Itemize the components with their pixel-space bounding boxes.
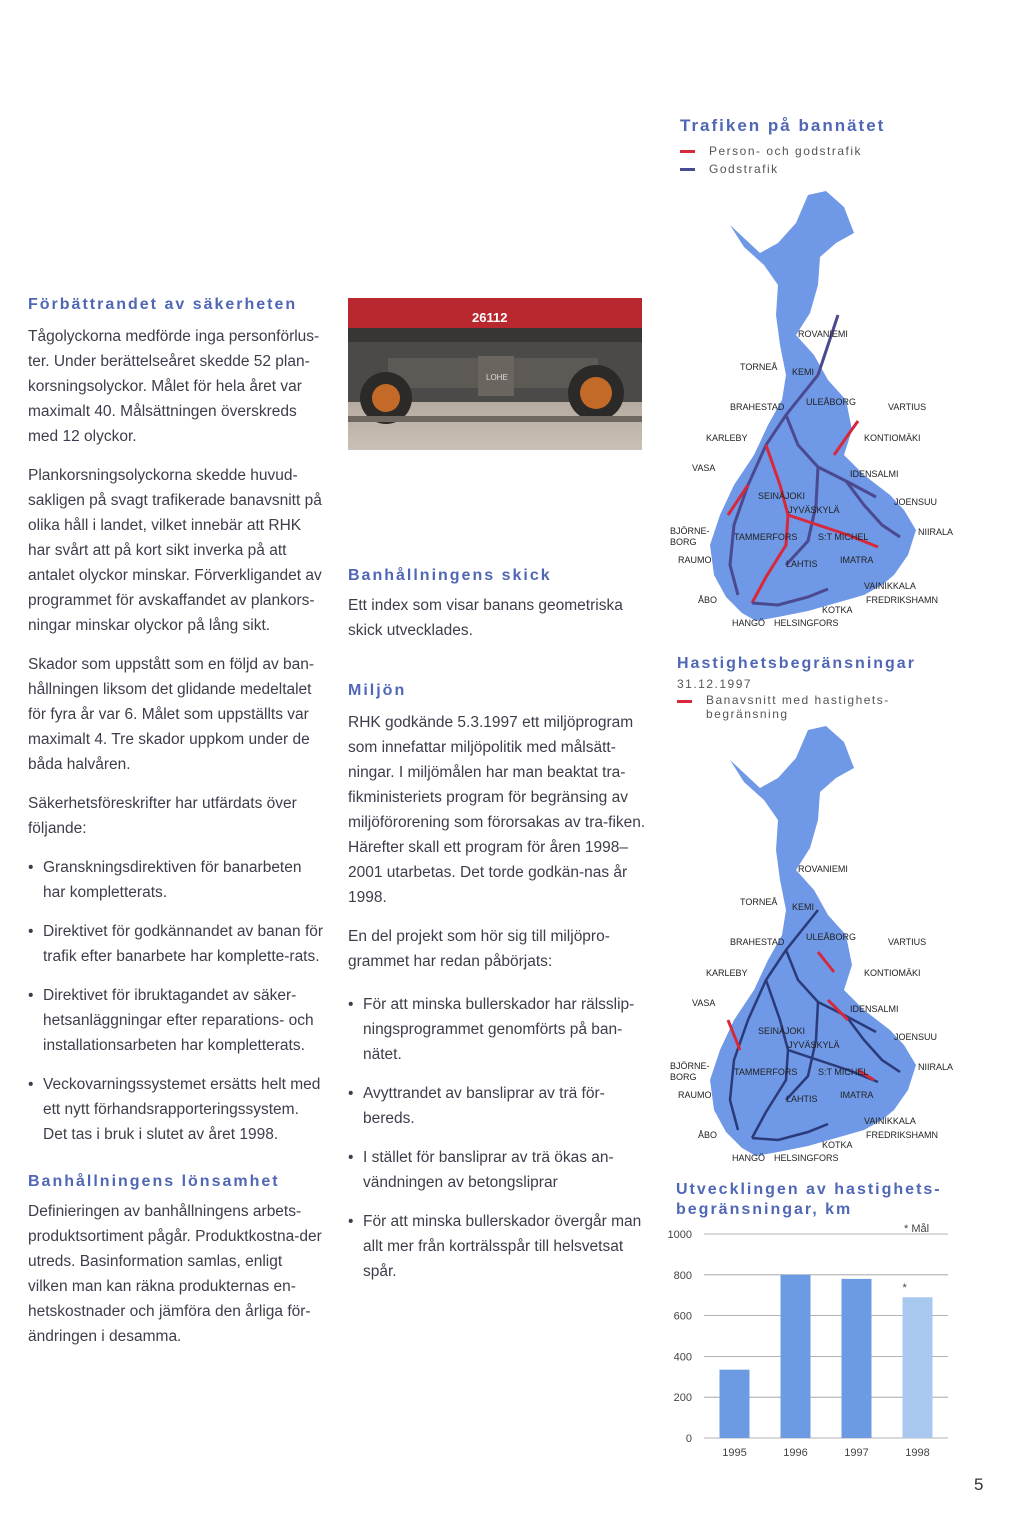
safety-paragraph-2: Plankorsningsolyckorna skedde huvud-sakligen på svagt trafikerade banavsnitt på olika håll i landet, vilket innebär att RHK har svårt att på kort sikt inverka på att antalet olyckor minskar. Förverkligandet av programmet för avskaffandet av plankors-ningar minskar olyckor på lång sikt. [28,467,322,634]
map-label: ULEÅBORG [806,932,857,942]
environment-paragraph-1: RHK godkände 5.3.1997 ett miljöprogram som innefattar miljöpolitik med målsätt-ningar. I miljömålen har man beaktat tra-fikministeriets program för begränsing av miljöförorening som förorsakas av tra-fiken. Härefter skall ett program för åren 1998–2001 utarbetas. Det torde godkän-nas år 1998. [348,714,646,906]
map-label: JOENSUU [894,497,938,507]
speed-title: Hastighetsbegränsningar [677,655,916,672]
profit-paragraph: Definieringen av banhållningens arbets-produktsortiment pågår. Produktkostna-der utreds. Basinformation samlas, enligt vilken man kan räkna produkternas en-hetskostnader och jämföra den årliga för-ändringen i desamma. [28,1203,322,1345]
safety-bullet-list [28,855,324,1147]
map-label: HELSINGFORS [774,618,839,628]
speed-heading [677,655,916,721]
safety-paragraph-1: Tågolyckorna medförde inga personförlus-ter. Under berättelseåret skedde 52 plan-korsningsolyckor. Målet för hela året var maximalt 40. Målsättningen överskreds med 12 olyckor. [28,328,320,445]
map-label: KONTIOMÄKI [864,968,921,978]
traffic-legend-2 [680,162,885,176]
map-label: ROVANIEMI [798,864,848,874]
chart-legend-note: * Mål [904,1223,930,1235]
map-label: HANGÖ [732,1153,766,1163]
map-label: S:T MICHEL [818,1067,869,1077]
y-tick-label: 1000 [668,1229,692,1241]
legend-swatch-purple [680,168,695,171]
x-tick-label: 1998 [905,1447,930,1459]
map-label: BJÖRNE- [670,1061,710,1071]
map-label: BJÖRNE- [670,526,710,536]
map-label: ULEÅBORG [806,397,857,407]
speed-date: 31.12.1997 [677,677,753,691]
list-item: • I stället för bansliprar av trä ökas an-vändningen av betongsliprar [348,1145,648,1195]
map-label: JYVÄSKYLÄ [788,1040,840,1050]
legend-label: Godstrafik [709,162,779,176]
map-label: JOENSUU [894,1032,938,1042]
speed-map [668,720,968,1175]
target-marker: * [902,1282,907,1295]
traffic-heading [680,116,885,176]
map-label: KEMI [792,367,815,377]
traffic-map [668,185,968,640]
environment-paragraph-2: En del projekt som hör sig till miljöpro-grammet har redan påbörjats: [348,928,610,970]
map-label: LAHTIS [786,559,818,569]
bar-1997 [842,1279,872,1438]
y-tick-label: 800 [673,1269,692,1282]
condition-paragraph: Ett index som visar banans geometriska skick utvecklades. [348,597,623,639]
map-label: NIIRALA [918,527,954,537]
map-label: SEINÄJOKI [758,1026,806,1036]
map-label: RAUMO [678,555,712,565]
map-label: BORG [670,1072,697,1082]
x-tick-label: 1997 [844,1447,869,1459]
environment-bullet-list [348,992,648,1284]
legend-label: Person- och godstrafik [709,144,863,158]
safety-paragraph-4: Säkerhetsföreskrifter har utfärdats över följande: [28,795,297,837]
map-label: LAHTIS [786,1094,818,1104]
map-label: RAUMO [678,1090,712,1100]
map-label: HELSINGFORS [774,1153,839,1163]
map-label: TORNEÅ [740,362,778,372]
train-photo [348,298,642,450]
y-tick-label: 0 [685,1433,692,1445]
map-label: KOTKA [822,605,853,615]
bar-1995 [720,1370,750,1438]
speed-legend [677,693,916,721]
map-label: ÅBO [698,595,718,605]
map-label: VASA [692,998,716,1008]
map-label: VASA [692,463,716,473]
map-label: VARTIUS [888,402,927,412]
map-label: BRAHESTAD [730,402,785,412]
environment-section [348,682,648,1298]
traffic-legend-1 [680,144,885,158]
map-label: TORNEÅ [740,897,778,907]
legend-swatch-red [680,150,695,153]
map-label: KEMI [792,902,815,912]
condition-section [348,567,648,657]
safety-heading: Förbättrandet av säkerheten [28,296,298,313]
map-label: ÅBO [698,1130,718,1140]
map-label: IDENSALMI [850,469,899,479]
x-tick-label: 1995 [722,1447,747,1459]
map-label: VARTIUS [888,937,927,947]
list-item: • För att minska bullerskador övergår man allt mer från korträlsspår till helsvetsat spår. [348,1209,648,1284]
page-number: 5 [974,1475,984,1494]
map-label: BORG [670,537,697,547]
map-label: KONTIOMÄKI [864,433,921,443]
map-label: JYVÄSKYLÄ [788,505,840,515]
map-label: VAINIKKALA [864,581,916,591]
map-label: TAMMERFORS [734,1067,798,1077]
map-label: IDENSALMI [850,1004,899,1014]
list-item: • Avyttrandet av bansliprar av trä för-bereds. [348,1081,648,1131]
list-item: • För att minska bullerskador har rälsslip-ningsprogrammet genomförts på ban-nätet. [348,992,648,1067]
map-label: S:T MICHEL [818,532,869,542]
environment-heading: Miljön [348,682,407,699]
photo-number: 26112 [472,310,508,325]
y-tick-label: 400 [673,1351,692,1364]
list-item: • Granskningsdirektiven för banarbeten har kompletterats. [28,855,324,905]
map-label: IMATRA [840,555,874,565]
map-label: KARLEBY [706,968,748,978]
list-item: • Direktivet för godkännandet av banan för trafik efter banarbete har komplette-rats. [28,919,324,969]
list-item: • Veckovarningssystemet ersätts helt med ett nytt förhandsrapporteringssystem. Det tas i bruk i slutet av året 1998. [28,1072,324,1147]
map-label: FREDRIKSHAMN [866,595,939,605]
chart-title: Utvecklingen av hastighets-begränsningar, km [676,1181,942,1218]
map-label: BRAHESTAD [730,937,785,947]
map-label: NIIRALA [918,1062,954,1072]
map-label: KARLEBY [706,433,748,443]
traffic-title: Trafiken på bannätet [680,116,886,135]
list-item: • Direktivet för ibruktagandet av säker-hetsanläggningar efter reparations- och installationsarbeten har kompletterats. [28,983,324,1058]
y-tick-label: 600 [673,1310,692,1323]
safety-section [28,296,324,1363]
profit-heading: Banhållningens lönsamhet [28,1173,280,1190]
safety-paragraph-3: Skador som uppstått som en följd av ban-hållningen liksom det glidande medeltalet för fyra år var 6. Målet som uppställts var maximalt 4. Tre skador uppkom under de båda halvåren. [28,656,315,773]
condition-heading: Banhållningens skick [348,567,552,584]
bar-1996 [781,1275,811,1438]
map-label: SEINÄJOKI [758,491,806,501]
y-tick-label: 200 [673,1392,692,1405]
photo-plate: LOHE [486,373,508,382]
legend-swatch-red [677,700,692,703]
map-label: FREDRIKSHAMN [866,1130,939,1140]
map-label: TAMMERFORS [734,532,798,542]
bar-chart [668,1220,968,1470]
x-tick-label: 1996 [783,1447,808,1459]
bar-1998 [903,1297,933,1438]
map-label: KOTKA [822,1140,853,1150]
speed-legend-label: Banavsnitt med hastighets-begränsning [706,693,890,721]
map-label: VAINIKKALA [864,1116,916,1126]
map-label: HANGÖ [732,618,766,628]
map-label: IMATRA [840,1090,874,1100]
map-label: ROVANIEMI [798,329,848,339]
